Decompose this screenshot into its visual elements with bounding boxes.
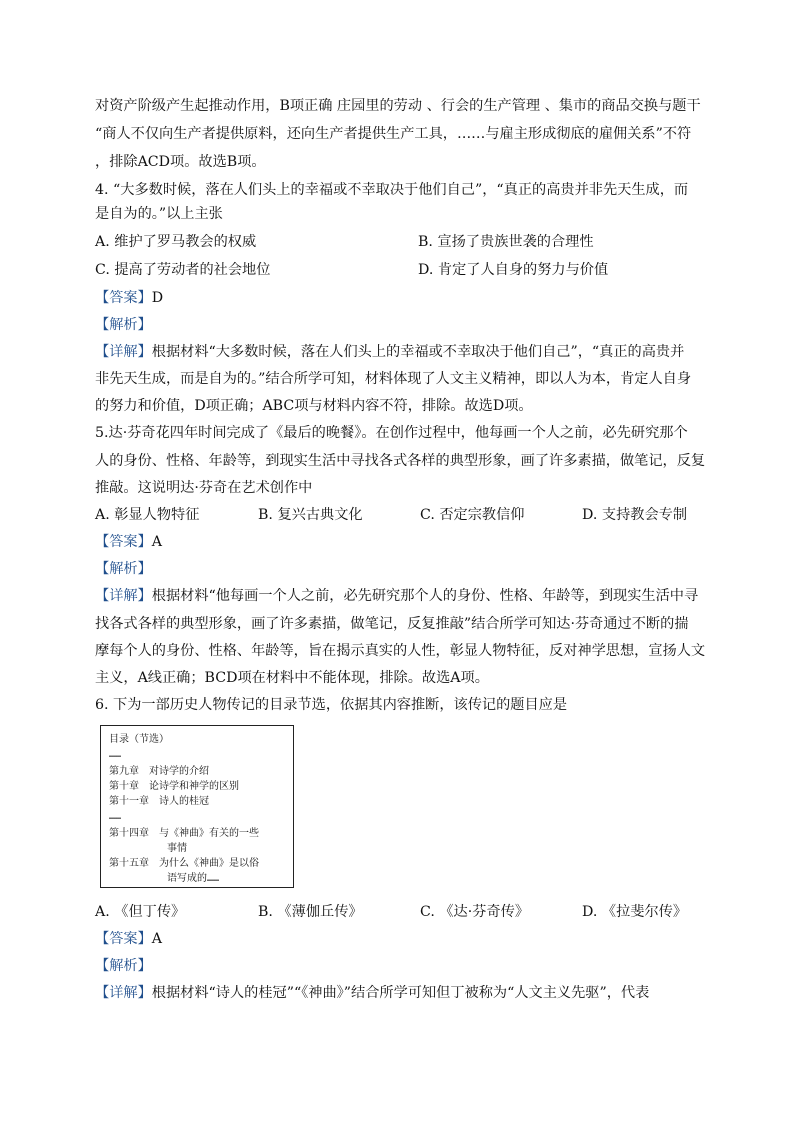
q4-detail-line-1: [95, 342, 684, 362]
q5-option-c: C. 否定宗教信仰: [420, 507, 525, 523]
q6-answer: [95, 929, 162, 949]
q6-option-a: A. 《但丁传》: [95, 904, 186, 920]
toc-line: 语写成的……: [167, 873, 220, 884]
q4-option-b: B. 宣扬了贵族世袭的合理性: [418, 234, 594, 250]
toc-line: ……: [109, 749, 122, 760]
answer-tag: 【答案】: [95, 931, 152, 947]
q4-answer-value: D: [151, 290, 164, 306]
q4-option-a: A. 维护了罗马教会的权威: [95, 234, 257, 250]
q5-stem-line-3: 推敲。这说明达·芬奇在艺术创作中: [95, 480, 313, 496]
analysis-tag: 【解析】: [95, 317, 152, 333]
answer-tag: 【答案】: [95, 290, 152, 306]
toc-line: 第十五章 为什么《神曲》是以俗: [109, 858, 259, 869]
q6-stem: 6. 下为一部历史人物传记的目录节选，依据其内容推断，该传记的题目应是: [95, 697, 568, 713]
q5-detail-text-1: 根据材料“他每画一个人之前，必先研究那个人的身份、性格、年龄等，到现实生活中寻: [151, 588, 699, 604]
continuation-line-3: ，排除ACD项。故选B项。: [95, 154, 266, 170]
continuation-line-2: “商人不仅向生产者提供原料，还向生产者提供生产工具，……与雇主形成彻底的雇佣关系”不符: [95, 126, 692, 142]
detail-tag: 【详解】: [95, 985, 152, 1001]
q5-detail-line-1: [95, 586, 698, 606]
q6-detail-text-1: 根据材料“诗人的桂冠”“《神曲》”结合所学可知但丁被称为“人文主义先驱”，代表: [151, 985, 650, 1001]
toc-title: 目录（节选）: [109, 734, 169, 745]
detail-tag: 【详解】: [95, 344, 152, 360]
toc-line: 第十四章 与《神曲》有关的一些: [109, 828, 259, 839]
q6-answer-value: A: [151, 931, 163, 947]
q5-detail-line-2: 找各式各样的典型形象，画了许多素描，做笔记，反复推敲”结合所学可知达·芬奇通过不断的揣: [95, 616, 689, 632]
q5-option-d: D. 支持教会专制: [582, 507, 688, 523]
toc-line: ……: [109, 811, 122, 822]
q4-stem-line-1: 4. “大多数时候，落在人们头上的幸福或不幸取决于他们自己”，“真正的高贵并非先天生成，而: [95, 182, 689, 198]
q6-option-d: D. 《拉斐尔传》: [582, 904, 688, 920]
q6-analysis-heading: [95, 956, 152, 976]
toc-line: 第十一章 诗人的桂冠: [109, 796, 209, 807]
q5-detail-line-3: 摩每个人的身份、性格、年龄等，旨在揭示真实的人性，彰显人物特征，反对神学思想，宣扬人文: [95, 643, 706, 659]
q4-option-c: C. 提高了劳动者的社会地位: [95, 262, 271, 278]
continuation-line-1: 对资产阶级产生起推动作用，B项正确 庄园里的劳动 、行会的生产管理 、集市的商品交换与题干: [95, 98, 701, 114]
q5-option-a: A. 彰显人物特征: [95, 507, 200, 523]
toc-line: 第九章 对诗学的介绍: [109, 766, 209, 777]
detail-tag: 【详解】: [95, 588, 152, 604]
analysis-tag: 【解析】: [95, 561, 152, 577]
q4-analysis-heading: [95, 315, 152, 335]
q4-detail-text-1: 根据材料“大多数时候，落在人们头上的幸福或不幸取决于他们自己”，“真正的高贵并: [151, 344, 685, 360]
q5-answer-value: A: [151, 534, 163, 550]
q6-detail-line-1: [95, 983, 649, 1003]
q5-stem-line-2: 人的身份、性格、年龄等，到现实生活中寻找各式各样的典型形象，画了许多素描，做笔记，反复: [95, 453, 706, 469]
q5-option-b: B. 复兴古典文化: [258, 507, 363, 523]
answer-tag: 【答案】: [95, 534, 152, 550]
analysis-tag: 【解析】: [95, 958, 152, 974]
q4-stem-line-2: 是自为的。”以上主张: [95, 206, 223, 222]
q5-stem-line-1: 5.达·芬奇花四年时间完成了《最后的晚餐》。在创作过程中，他每画一个人之前，必先研究那个: [95, 425, 688, 441]
q5-analysis-heading: [95, 559, 152, 579]
toc-line: 事情: [167, 843, 187, 854]
q4-option-d: D. 肯定了人自身的努力与价值: [418, 262, 609, 278]
toc-line: 第十章 论诗学和神学的区别: [109, 781, 239, 792]
q4-answer: [95, 288, 163, 308]
q6-option-b: B. 《薄伽丘传》: [258, 904, 363, 920]
q4-detail-line-3: 的努力和价值，D项正确；ABC项与材料内容不符，排除。故选D项。: [95, 398, 533, 414]
q6-option-c: C. 《达·芬奇传》: [420, 904, 530, 920]
table-of-contents-figure: [100, 725, 294, 888]
q5-detail-line-4: 主义，A线正确；BCD项在材料中不能体现，排除。故选A项。: [95, 670, 489, 686]
q4-detail-line-2: 非先天生成，而是自为的。”结合所学可知，材料体现了人文主义精神，即以人为本，肯定人自身: [95, 371, 692, 387]
q5-answer: [95, 532, 162, 552]
